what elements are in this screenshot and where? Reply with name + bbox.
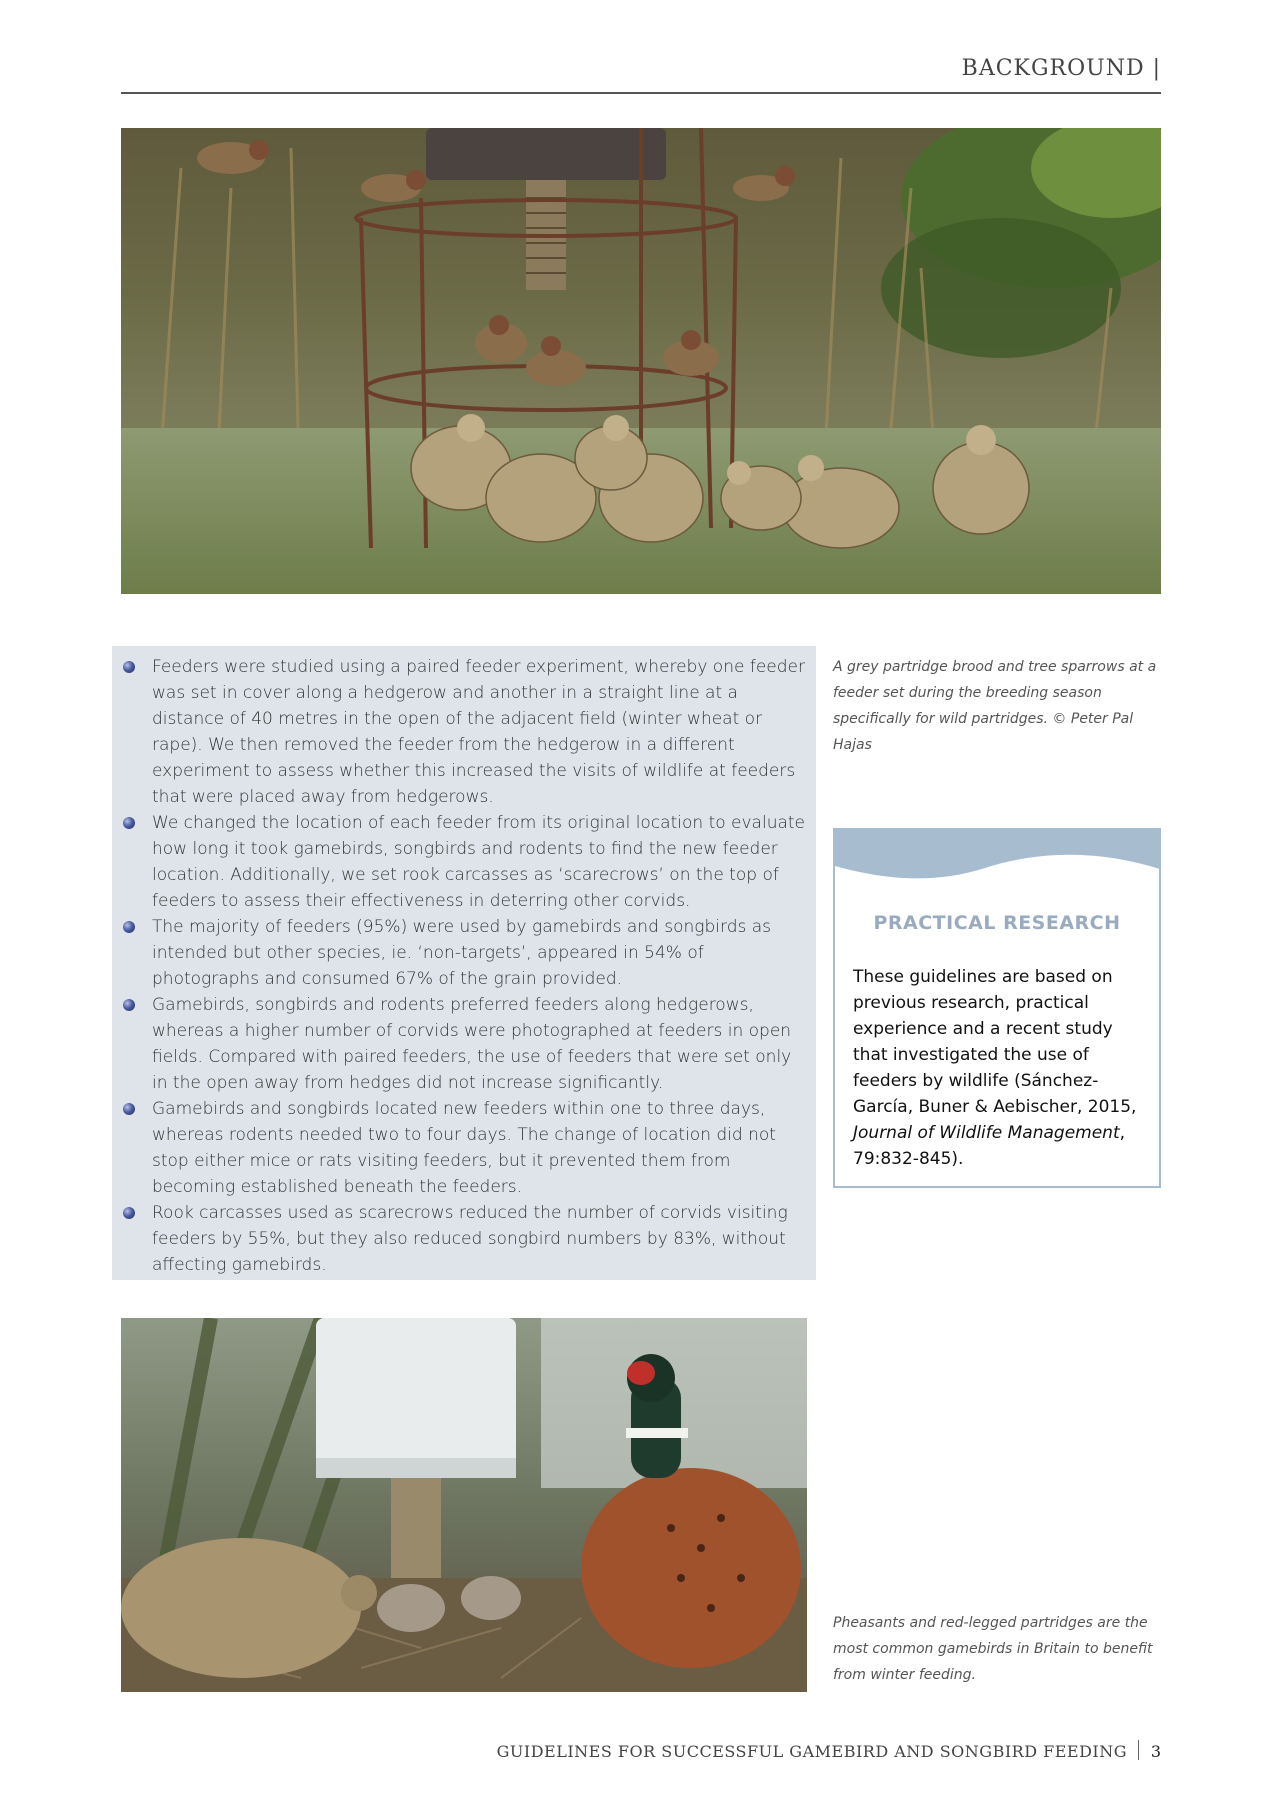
wave-banner: [835, 830, 1161, 894]
page-footer: [121, 1740, 1161, 1770]
finding-item: The majority of feeders (95%) were used by gamebirds and songbirds as intended but other species, ie. ‘non-targets’, appeared in 54% of photographs and consumed 67% of the grain provided.: [122, 914, 806, 992]
bullet-icon: [123, 999, 135, 1011]
finding-item: Gamebirds, songbirds and rodents preferred feeders along hedgerows, whereas a higher number of corvids were photographed at feeders in open fields. Compared with paired feeders, the use of feeders that were set only in the open away from hedges did not increase significantly.: [122, 992, 806, 1096]
caption-pheasant-photo: Pheasants and red-legged partridges are the most common gamebirds in Britain to benefit from winter feeding.: [833, 1615, 1153, 1683]
page-number: 3: [1150, 1742, 1161, 1761]
footer-separator: [1138, 1740, 1139, 1760]
bullet-icon: [123, 1207, 135, 1219]
bullet-icon: [123, 661, 135, 673]
practical-research-text: These guidelines are based on previous research, practical experience and a recent study that investigated the use of feeders by wildlife (Sánchez-García, Buner & Aebischer, 2015, Journal of Wildlife Management, 79:832-845).: [853, 967, 1137, 1169]
finding-item: We changed the location of each feeder from its original location to evaluate how long it took gamebirds, songbirds and rodents to find the new feeder location. Additionally, we set rook carcasses as ‘scarecrows’ on the top of feeders to assess their effectiveness in deterring other corvids.: [122, 810, 806, 914]
practical-research-box: [833, 828, 1161, 1188]
bullet-icon: [123, 1103, 135, 1115]
section-title: BACKGROUND |: [961, 56, 1161, 81]
bullet-icon: [123, 921, 135, 933]
finding-item: Feeders were studied using a paired feeder experiment, whereby one feeder was set in cover along a hedgerow and another in a straight line at a distance of 40 metres in the open of the adjacent field (winter wheat or rape). We then removed the feeder from the hedgerow in a different experiment to assess whether this increased the visits of wildlife at feeders that were placed away from hedgerows.: [122, 654, 806, 810]
photo-pheasants: [121, 1318, 807, 1692]
page-header: [121, 54, 1161, 94]
practical-research-title: PRACTICAL RESEARCH: [873, 912, 1121, 934]
finding-item: Gamebirds and songbirds located new feeders within one to three days, whereas rodents needed two to four days. The change of location did not stop either mice or rats visiting feeders, but it prevented them from becoming established beneath the feeders.: [122, 1096, 806, 1200]
caption-partridge-photo: A grey partridge brood and tree sparrows at a feeder set during the breeding season specifically for wild partridges. © Peter Pal Hajas: [833, 659, 1157, 753]
finding-item: Rook carcasses used as scarecrows reduced the number of corvids visiting feeders by 55%, but they also reduced songbird numbers by 83%, without affecting gamebirds.: [122, 1200, 806, 1278]
findings-box: [112, 646, 816, 1280]
photo-partridge-brood: [121, 128, 1161, 594]
journal-name: Journal of Wildlife Management: [853, 1123, 1120, 1143]
bullet-icon: [123, 817, 135, 829]
footer-title: GUIDELINES FOR SUCCESSFUL GAMEBIRD AND SONGBIRD FEEDING: [496, 1742, 1127, 1761]
findings-list: [122, 654, 806, 1278]
